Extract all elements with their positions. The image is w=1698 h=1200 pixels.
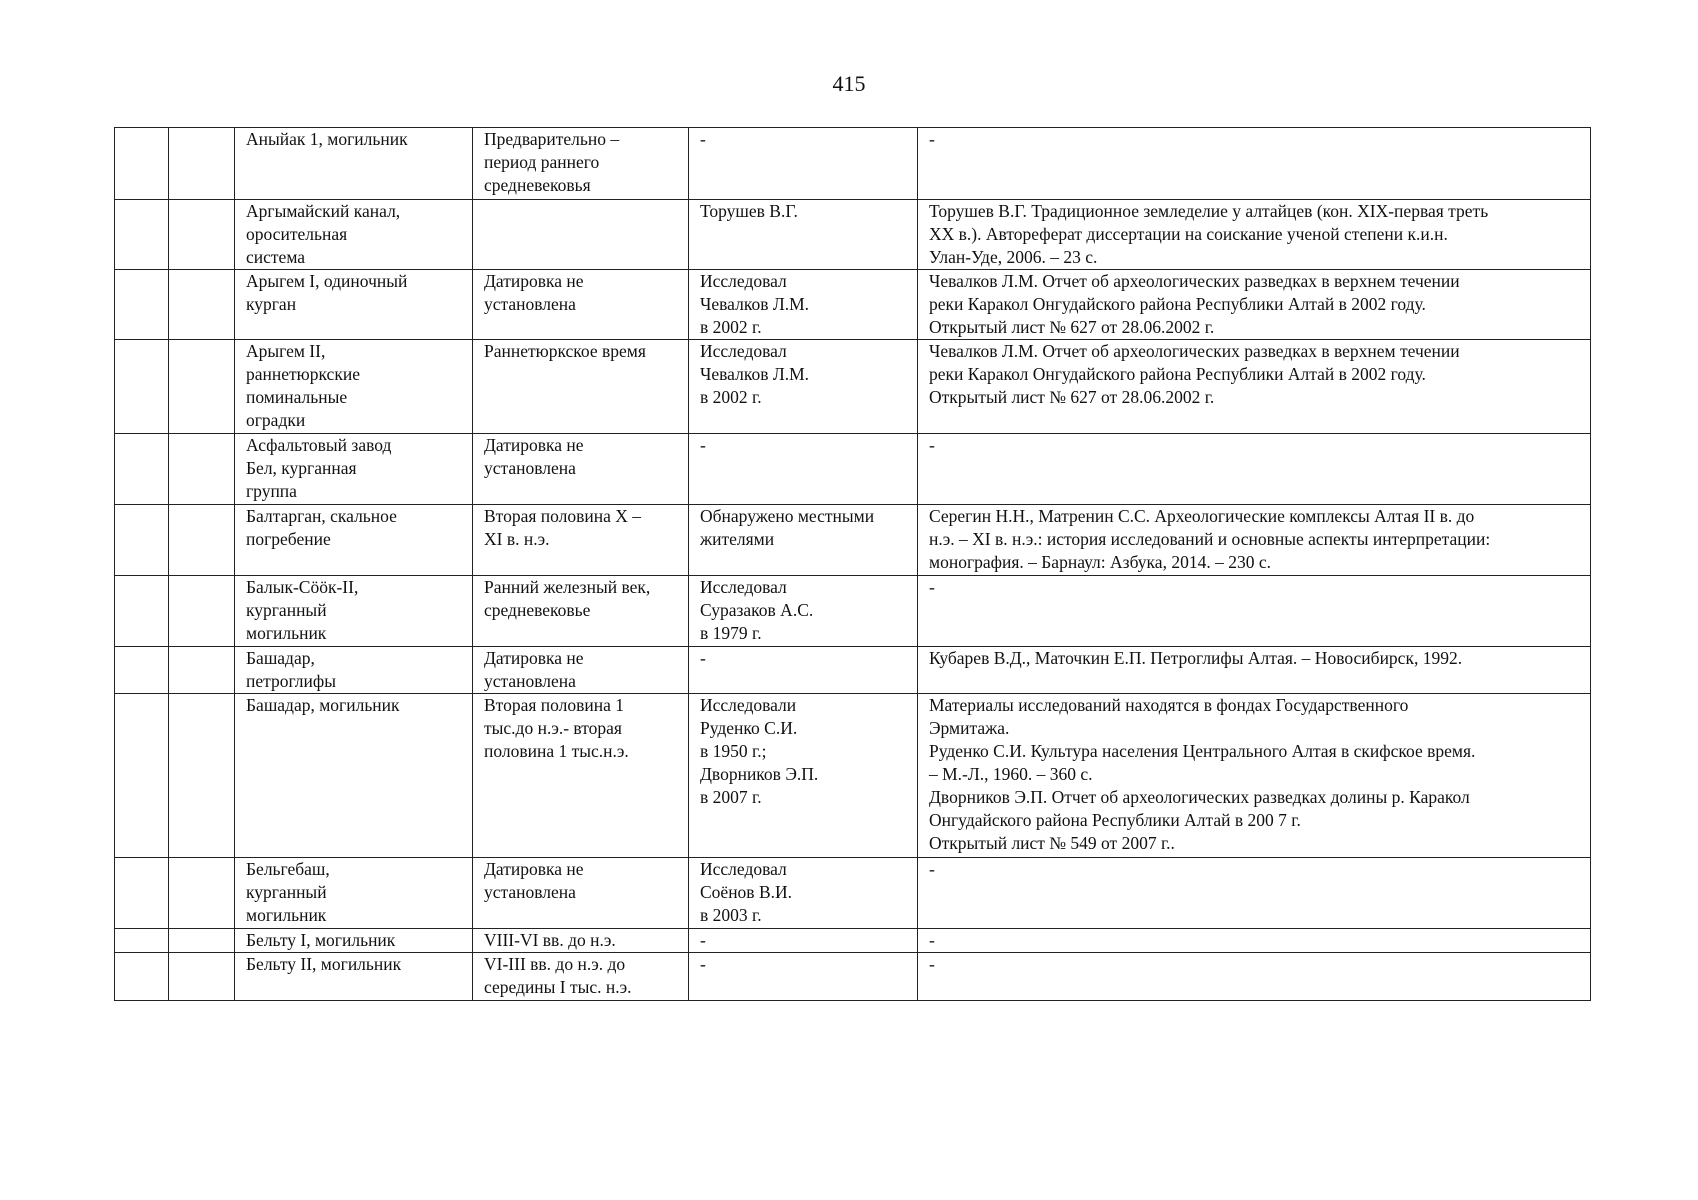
research-line: Торушев В.Г.: [700, 201, 798, 221]
research-cell: [689, 694, 918, 858]
table-row: [115, 200, 1591, 270]
monuments-table: [114, 127, 1591, 1001]
source-line: – М.-Л., 1960. – 360 с.: [929, 764, 1093, 784]
code-cell: [169, 576, 235, 647]
research-line: -: [700, 648, 706, 668]
table-row: [115, 858, 1591, 929]
source-line: Улан-Уде, 2006. – 23 с.: [929, 247, 1098, 267]
name-line: Балтарган, скальное: [246, 506, 397, 526]
research-line: в 1950 г.;: [700, 741, 767, 761]
number-cell: [115, 200, 169, 270]
research-line: в 2002 г.: [700, 387, 762, 407]
date-cell: [473, 858, 689, 929]
research-line: -: [700, 954, 706, 974]
number-cell: [115, 858, 169, 929]
research-line: -: [700, 930, 706, 950]
research-line: Дворников Э.П.: [700, 764, 819, 784]
date-line: Вторая половина 1: [484, 695, 625, 715]
source-line: Открытый лист № 627 от 28.06.2002 г.: [929, 387, 1215, 407]
name-line: Бел, курганная: [246, 458, 357, 478]
source-line: Чевалков Л.М. Отчет об археологических разведках в верхнем течении: [929, 341, 1460, 361]
date-line: установлена: [484, 882, 576, 902]
date-line: средневековья: [484, 175, 591, 195]
research-line: в 2002 г.: [700, 317, 762, 337]
number-cell: [115, 434, 169, 505]
source-line: реки Каракол Онгудайского района Республики Алтай в 2002 году.: [929, 364, 1426, 384]
source-line: -: [929, 859, 935, 879]
name-cell: [235, 505, 473, 576]
date-line: Вторая половина X –: [484, 506, 642, 526]
name-line: Аргымайский канал,: [246, 201, 401, 221]
date-line: XI в. н.э.: [484, 529, 550, 549]
research-cell: [689, 953, 918, 1001]
source-line: Дворников Э.П. Отчет об археологических разведках долины р. Каракол: [929, 787, 1470, 807]
number-cell: [115, 694, 169, 858]
source-line: Чевалков Л.М. Отчет об археологических разведках в верхнем течении: [929, 271, 1460, 291]
date-cell: [473, 270, 689, 340]
source-cell: [918, 953, 1591, 1001]
research-cell: [689, 647, 918, 694]
code-cell: [169, 128, 235, 200]
source-line: монография. – Барнаул: Азбука, 2014. – 230 с.: [929, 552, 1271, 572]
date-line: средневековье: [484, 600, 591, 620]
date-line: Датировка не: [484, 271, 584, 291]
source-cell: [918, 505, 1591, 576]
name-line: Аныйак 1, могильник: [246, 129, 408, 149]
name-line: Башадар,: [246, 648, 315, 668]
number-cell: [115, 647, 169, 694]
research-cell: [689, 200, 918, 270]
name-line: Асфальтовый завод: [246, 435, 392, 455]
research-line: -: [700, 435, 706, 455]
date-line: Ранний железный век,: [484, 577, 651, 597]
code-cell: [169, 340, 235, 434]
date-line: середины I тыс. н.э.: [484, 977, 632, 997]
research-line: Обнаружено местными: [700, 506, 875, 526]
research-cell: [689, 505, 918, 576]
code-cell: [169, 694, 235, 858]
table-row: [115, 505, 1591, 576]
number-cell: [115, 270, 169, 340]
research-line: Исследовал: [700, 271, 787, 291]
name-line: погребение: [246, 529, 331, 549]
research-line: Исследовал: [700, 341, 787, 361]
research-line: Суразаков А.С.: [700, 600, 814, 620]
date-cell: [473, 953, 689, 1001]
source-cell: [918, 434, 1591, 505]
name-cell: [235, 434, 473, 505]
name-cell: [235, 858, 473, 929]
table-row: [115, 434, 1591, 505]
name-line: могильник: [246, 623, 327, 643]
table-row: [115, 647, 1591, 694]
research-line: в 2003 г.: [700, 905, 762, 925]
source-line: Серегин Н.Н., Матренин С.С. Археологические комплексы Алтая II в. до: [929, 506, 1475, 526]
date-line: Датировка не: [484, 648, 584, 668]
source-cell: [918, 929, 1591, 953]
source-line: Кубарев В.Д., Маточкин Е.П. Петроглифы Алтая. – Новосибирск, 1992.: [929, 648, 1463, 668]
research-line: -: [700, 129, 706, 149]
date-cell: [473, 434, 689, 505]
name-line: оградки: [246, 410, 306, 430]
date-cell: [473, 929, 689, 953]
name-cell: [235, 694, 473, 858]
date-cell: [473, 576, 689, 647]
name-line: поминальные: [246, 387, 348, 407]
number-cell: [115, 505, 169, 576]
source-line: -: [929, 577, 935, 597]
source-line: -: [929, 129, 935, 149]
source-line: Открытый лист № 627 от 28.06.2002 г.: [929, 317, 1215, 337]
name-cell: [235, 647, 473, 694]
name-cell: [235, 200, 473, 270]
source-line: Эрмитажа.: [929, 718, 1010, 738]
research-line: в 2007 г.: [700, 787, 762, 807]
table-row: [115, 953, 1591, 1001]
date-cell: [473, 505, 689, 576]
date-line: Датировка не: [484, 859, 584, 879]
table-row: [115, 270, 1591, 340]
name-line: раннетюркские: [246, 364, 360, 384]
name-line: Арыгем II,: [246, 341, 326, 361]
research-cell: [689, 858, 918, 929]
name-cell: [235, 128, 473, 200]
name-line: система: [246, 247, 306, 267]
page-number: 415: [832, 71, 866, 96]
research-line: Руденко С.И.: [700, 718, 798, 738]
date-line: половина 1 тыс.н.э.: [484, 741, 629, 761]
code-cell: [169, 434, 235, 505]
number-cell: [115, 953, 169, 1001]
research-cell: [689, 576, 918, 647]
name-line: Балык-Сӧӧк-II,: [246, 577, 359, 597]
code-cell: [169, 929, 235, 953]
name-line: петроглифы: [246, 671, 336, 691]
table-row: [115, 929, 1591, 953]
name-line: курганный: [246, 882, 327, 902]
name-line: оросительная: [246, 224, 348, 244]
source-cell: [918, 200, 1591, 270]
research-cell: [689, 270, 918, 340]
name-line: Бельту I, могильник: [246, 930, 396, 950]
research-line: Чевалков Л.М.: [700, 364, 810, 384]
name-cell: [235, 270, 473, 340]
date-line: установлена: [484, 671, 576, 691]
name-line: Бельгебаш,: [246, 859, 330, 879]
table-row: [115, 128, 1591, 200]
research-line: Исследовали: [700, 695, 797, 715]
research-line: в 1979 г.: [700, 623, 762, 643]
name-line: Башадар, могильник: [246, 695, 400, 715]
table-row: [115, 694, 1591, 858]
name-cell: [235, 340, 473, 434]
source-line: -: [929, 435, 935, 455]
number-cell: [115, 576, 169, 647]
date-line: Датировка не: [484, 435, 584, 455]
name-line: Бельту II, могильник: [246, 954, 402, 974]
source-cell: [918, 128, 1591, 200]
number-cell: [115, 340, 169, 434]
source-cell: [918, 340, 1591, 434]
source-cell: [918, 694, 1591, 858]
source-cell: [918, 576, 1591, 647]
source-cell: [918, 270, 1591, 340]
source-line: Онгудайского района Республики Алтай в 200 7 г.: [929, 810, 1301, 830]
monuments-table-body: [115, 128, 1591, 1001]
research-line: Чевалков Л.М.: [700, 294, 810, 314]
date-cell: [473, 200, 689, 270]
date-cell: [473, 647, 689, 694]
research-line: жителями: [700, 529, 775, 549]
source-cell: [918, 647, 1591, 694]
source-line: реки Каракол Онгудайского района Республики Алтай в 2002 году.: [929, 294, 1426, 314]
research-cell: [689, 340, 918, 434]
name-cell: [235, 953, 473, 1001]
date-line: Предварительно –: [484, 129, 620, 149]
date-line: установлена: [484, 294, 576, 314]
date-line: период раннего: [484, 152, 600, 172]
research-line: Исследовал: [700, 859, 787, 879]
research-cell: [689, 128, 918, 200]
date-line: VI-III вв. до н.э. до: [484, 954, 626, 974]
name-line: группа: [246, 481, 297, 501]
code-cell: [169, 270, 235, 340]
source-line: -: [929, 954, 935, 974]
source-line: Материалы исследований находятся в фондах Государственного: [929, 695, 1409, 715]
table-row: [115, 340, 1591, 434]
name-line: Арыгем I, одиночный: [246, 271, 408, 291]
number-cell: [115, 128, 169, 200]
code-cell: [169, 647, 235, 694]
code-cell: [169, 505, 235, 576]
research-line: Исследовал: [700, 577, 787, 597]
source-line: XX в.). Автореферат диссертации на соискание ученой степени к.и.н.: [929, 224, 1448, 244]
date-line: Раннетюркское время: [484, 341, 646, 361]
date-line: установлена: [484, 458, 576, 478]
name-cell: [235, 929, 473, 953]
code-cell: [169, 200, 235, 270]
source-line: н.э. – XI в. н.э.: история исследований и основные аспекты интерпретации:: [929, 529, 1491, 549]
source-line: Руденко С.И. Культура населения Центрального Алтая в скифское время.: [929, 741, 1476, 761]
name-line: курган: [246, 294, 297, 314]
name-line: могильник: [246, 905, 327, 925]
date-cell: [473, 694, 689, 858]
date-line: тыс.до н.э.- вторая: [484, 718, 622, 738]
research-cell: [689, 434, 918, 505]
source-cell: [918, 858, 1591, 929]
source-line: Открытый лист № 549 от 2007 г..: [929, 833, 1175, 853]
research-line: Соёнов В.И.: [700, 882, 793, 902]
code-cell: [169, 858, 235, 929]
code-cell: [169, 953, 235, 1001]
source-line: Торушев В.Г. Традиционное земледелие у алтайцев (кон. XIX-первая треть: [929, 201, 1489, 221]
source-line: -: [929, 930, 935, 950]
date-line: VIII-VI вв. до н.э.: [484, 930, 616, 950]
table-row: [115, 576, 1591, 647]
date-cell: [473, 128, 689, 200]
name-line: курганный: [246, 600, 327, 620]
research-cell: [689, 929, 918, 953]
name-cell: [235, 576, 473, 647]
number-cell: [115, 929, 169, 953]
date-cell: [473, 340, 689, 434]
